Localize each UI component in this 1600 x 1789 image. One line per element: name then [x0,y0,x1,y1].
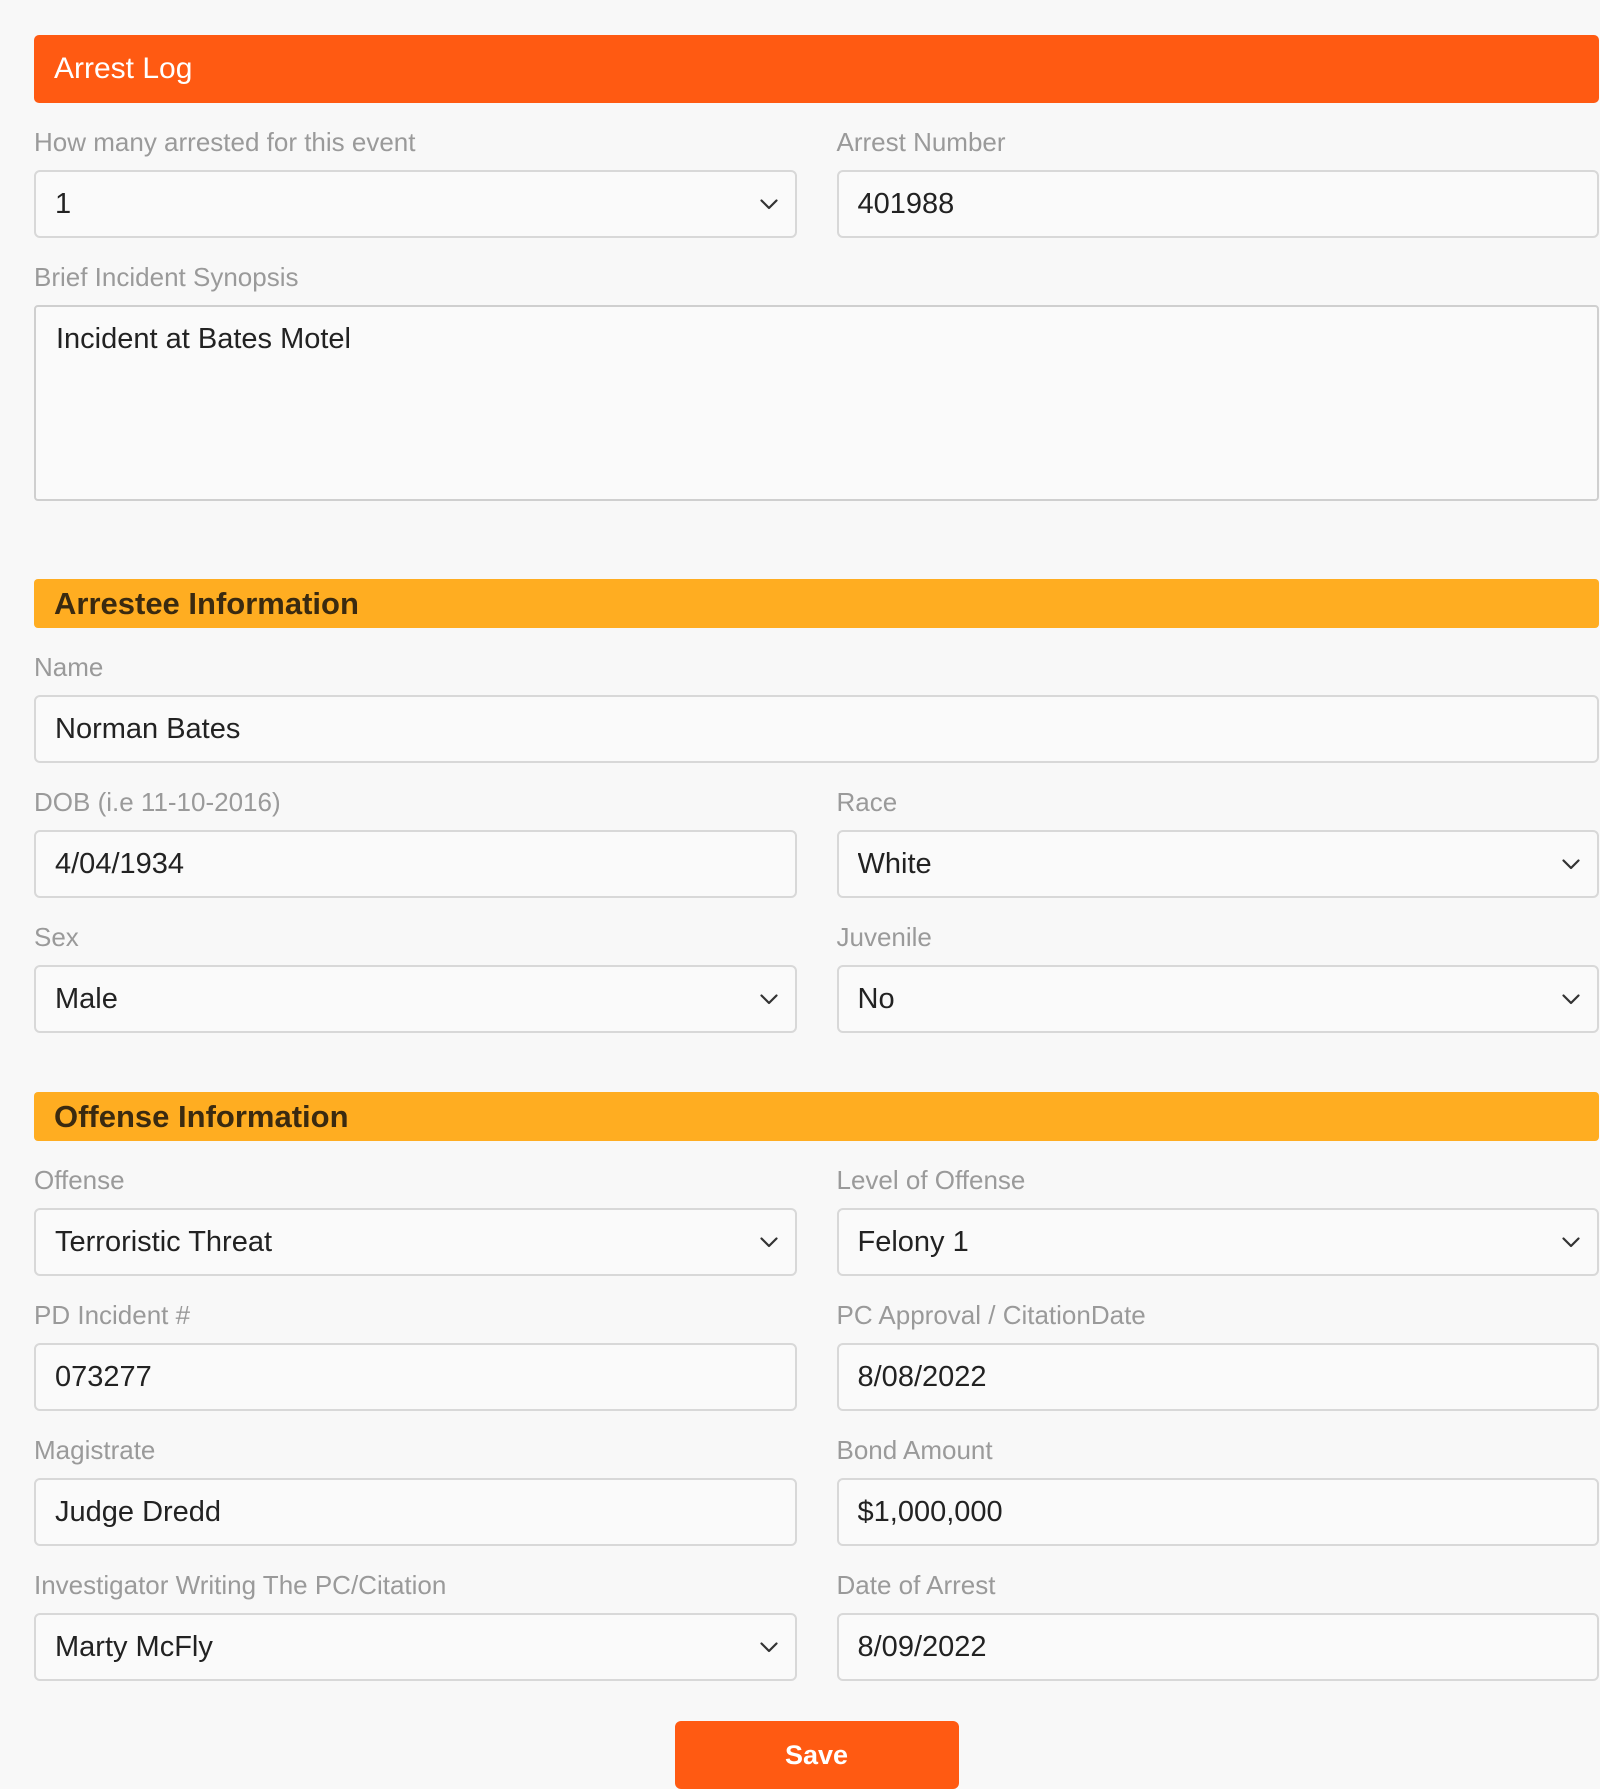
juvenile-select[interactable] [837,965,1600,1033]
juvenile-field [837,898,1600,1033]
pc-date-field [837,1276,1600,1411]
page-title: Arrest Log [54,52,193,85]
offense-value: Terroristic Threat [55,1225,273,1258]
race-value: White [857,847,932,880]
sex-field [34,898,797,1033]
pc-date-input[interactable] [837,1343,1600,1411]
investigator-field [34,1546,797,1681]
race-field [837,763,1600,898]
magistrate-value: Judge Dredd [55,1495,222,1528]
level-value: Felony 1 [857,1225,969,1258]
synopsis-label: Brief Incident Synopsis [34,262,299,292]
synopsis-field [34,264,1599,501]
arrest-count-value: 1 [55,187,72,220]
pd-incident-input[interactable] [34,1343,797,1411]
arrest-number-value: 401988 [857,187,955,220]
magistrate-bond-row [34,1411,1599,1546]
name-label: Name [34,652,104,682]
name-value: Norman Bates [55,712,241,745]
investigator-label: Investigator Writing The PC/Citation [34,1570,447,1600]
arrest-number-input[interactable] [837,170,1600,238]
magistrate-label: Magistrate [34,1435,156,1465]
arrestee-section-header [34,579,1599,628]
arrest-date-label: Date of Arrest [836,1570,996,1600]
pd-incident-value: 073277 [55,1360,152,1393]
arrest-date-input[interactable] [837,1613,1600,1681]
pd-incident-label: PD Incident # [34,1300,191,1330]
arrest-count-label: How many arrested for this event [34,127,416,157]
arrest-count-field [34,103,797,238]
juvenile-value: No [857,982,895,1015]
investigator-value: Marty McFly [55,1630,213,1663]
arrest-log-form [34,35,1599,1789]
name-field [34,654,1599,763]
arrest-count-row [34,103,1599,238]
investigator-arrestdate-row [34,1546,1599,1681]
chevron-down-icon [1561,1232,1581,1252]
chevron-down-icon [1561,989,1581,1009]
magistrate-field [34,1411,797,1546]
dob-field [34,763,797,898]
chevron-down-icon [759,1637,779,1657]
arrest-count-select[interactable] [34,170,797,238]
offense-field [34,1141,797,1276]
dob-label: DOB (i.e 11-10-2016) [34,787,281,817]
arrest-number-field [837,103,1600,238]
race-label: Race [836,787,898,817]
investigator-select[interactable] [34,1613,797,1681]
bond-field [837,1411,1600,1546]
juvenile-label: Juvenile [836,922,932,952]
level-select[interactable] [837,1208,1600,1276]
arrestee-section-title: Arrestee Information [54,585,359,621]
dob-value: 4/04/1934 [55,847,185,880]
bond-value: $1,000,000 [857,1495,1003,1528]
bond-label: Bond Amount [836,1435,993,1465]
name-input[interactable] [34,695,1599,763]
sex-value: Male [55,982,118,1015]
arrest-date-value: 8/09/2022 [857,1630,987,1663]
pc-date-label: PC Approval / CitationDate [836,1300,1146,1330]
synopsis-value: Incident at Bates Motel [56,323,351,355]
bond-input[interactable] [837,1478,1600,1546]
offense-select[interactable] [34,1208,797,1276]
save-button-wrap [34,1721,1599,1789]
level-field [837,1141,1600,1276]
arrest-number-label: Arrest Number [836,127,1006,157]
pc-date-value: 8/08/2022 [857,1360,987,1393]
chevron-down-icon [759,1232,779,1252]
offense-label: Offense [34,1165,125,1195]
magistrate-input[interactable] [34,1478,797,1546]
chevron-down-icon [759,989,779,1009]
sex-select[interactable] [34,965,797,1033]
synopsis-textarea[interactable] [34,305,1599,501]
sex-label: Sex [34,922,79,952]
incident-pcdate-row [34,1276,1599,1411]
sex-juvenile-row [34,898,1599,1033]
dob-race-row [34,763,1599,898]
dob-input[interactable] [34,830,797,898]
page-title-banner [34,35,1599,103]
level-label: Level of Offense [836,1165,1026,1195]
offense-section-title: Offense Information [54,1098,349,1134]
save-button[interactable]: Save [675,1721,959,1789]
chevron-down-icon [1561,854,1581,874]
pd-incident-field [34,1276,797,1411]
chevron-down-icon [759,194,779,214]
race-select[interactable] [837,830,1600,898]
offense-section-header [34,1092,1599,1141]
arrest-date-field [837,1546,1600,1681]
offense-level-row [34,1141,1599,1276]
